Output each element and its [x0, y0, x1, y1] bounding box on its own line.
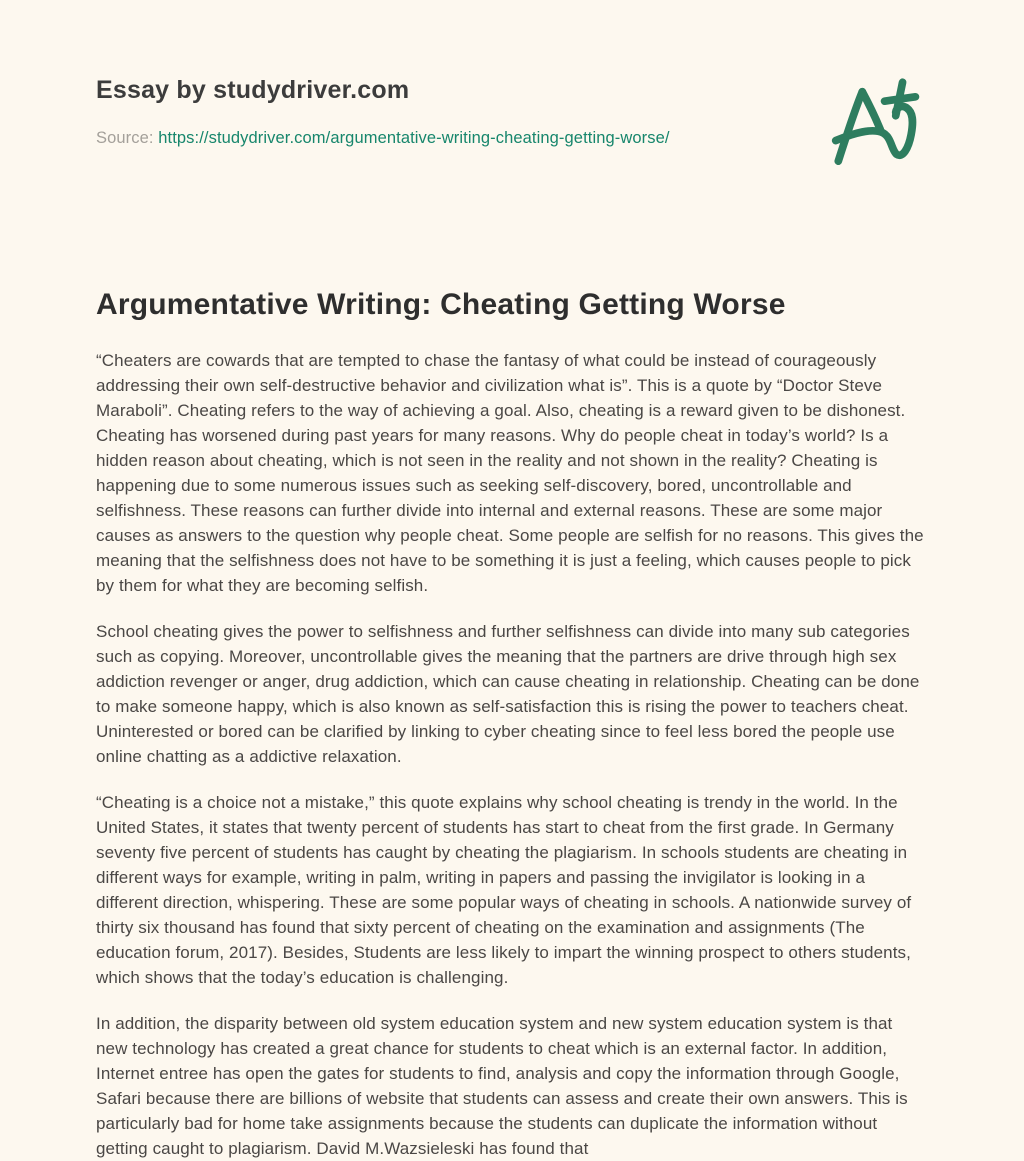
a-plus-logo-icon — [816, 70, 936, 182]
essay-paragraph-4: In addition, the disparity between old system education system and new system education system is that new technology has created a great chance for students to cheat which is an external factor. In addition, Internet entree has open the gates for students to find, analysis and copy the information through Google, Safari because there are billions of website that students can assess and create their own answers. This is particularly bad for home take assignments because the students can duplicate the information without getting caught to plagiarism. David M.Wazsieleski has found that — [96, 1014, 908, 1158]
essay-main — [96, 288, 936, 1161]
essay-paragraph-2: School cheating gives the power to selfishness and further selfishness can divide into many sub categories such as copying. Moreover, uncontrollable gives the meaning that the partners are drive through high sex addiction revenger or anger, drug addiction, which can cause cheating in relationship. Cheating can be done to make someone happy, which is also known as self-satisfaction this is rising the power to teachers cheat. Uninterested or bored can be clarified by linking to cyber cheating since to feel less bored the people use online chatting as a addictive relaxation. — [96, 622, 920, 766]
source-line — [96, 129, 670, 148]
header-text-block — [96, 72, 670, 148]
page-header — [96, 72, 936, 182]
essay-body — [96, 348, 928, 1161]
byline: Essay by studydriver.com — [96, 76, 410, 104]
essay-paragraph-1: “Cheaters are cowards that are tempted to chase the fantasy of what could be instead of courageously addressing their own self-destructive behavior and civilization what is”. This is a quote by “Doctor Steve Maraboli”. Cheating refers to the way of achieving a goal. Also, cheating is a reward given to be dishonest. Cheating has worsened during past years for many reasons. Why do people cheat in today’s world? Is a hidden reason about cheating, which is not seen in the reality and not shown in the reality? Cheating is happening due to some numerous issues such as seeking self-discovery, bored, uncontrollable and selfishness. These reasons can further divide into internal and external reasons. These are some major causes as answers to the question why people cheat. Some people are selfish for no reasons. This gives the meaning that the selfishness does not have to be something it is just a feeling, which causes people to pick by them for what they are becoming selfish. — [96, 351, 924, 595]
source-link[interactable]: https://studydriver.com/argumentative-writing-cheating-getting-worse/ — [158, 129, 670, 147]
essay-title: Argumentative Writing: Cheating Getting Worse — [96, 288, 786, 321]
source-label: Source: — [96, 129, 154, 147]
essay-paragraph-3: “Cheating is a choice not a mistake,” this quote explains why school cheating is trendy in the world. In the United States, it states that twenty percent of students has start to cheat from the first grade. In Germany seventy five percent of students has caught by cheating the plagiarism. In schools students are cheating in different ways for example, writing in palm, writing in papers and passing the invigilator is looking in a different direction, whispering. These are some popular ways of cheating in schools. A nationwide survey of thirty six thousand has found that sixty percent of cheating on the examination and assignments (The education forum, 2017). Besides, Students are less likely to impart the winning prospect to others students, which shows that the today’s education is challenging. — [96, 793, 912, 987]
